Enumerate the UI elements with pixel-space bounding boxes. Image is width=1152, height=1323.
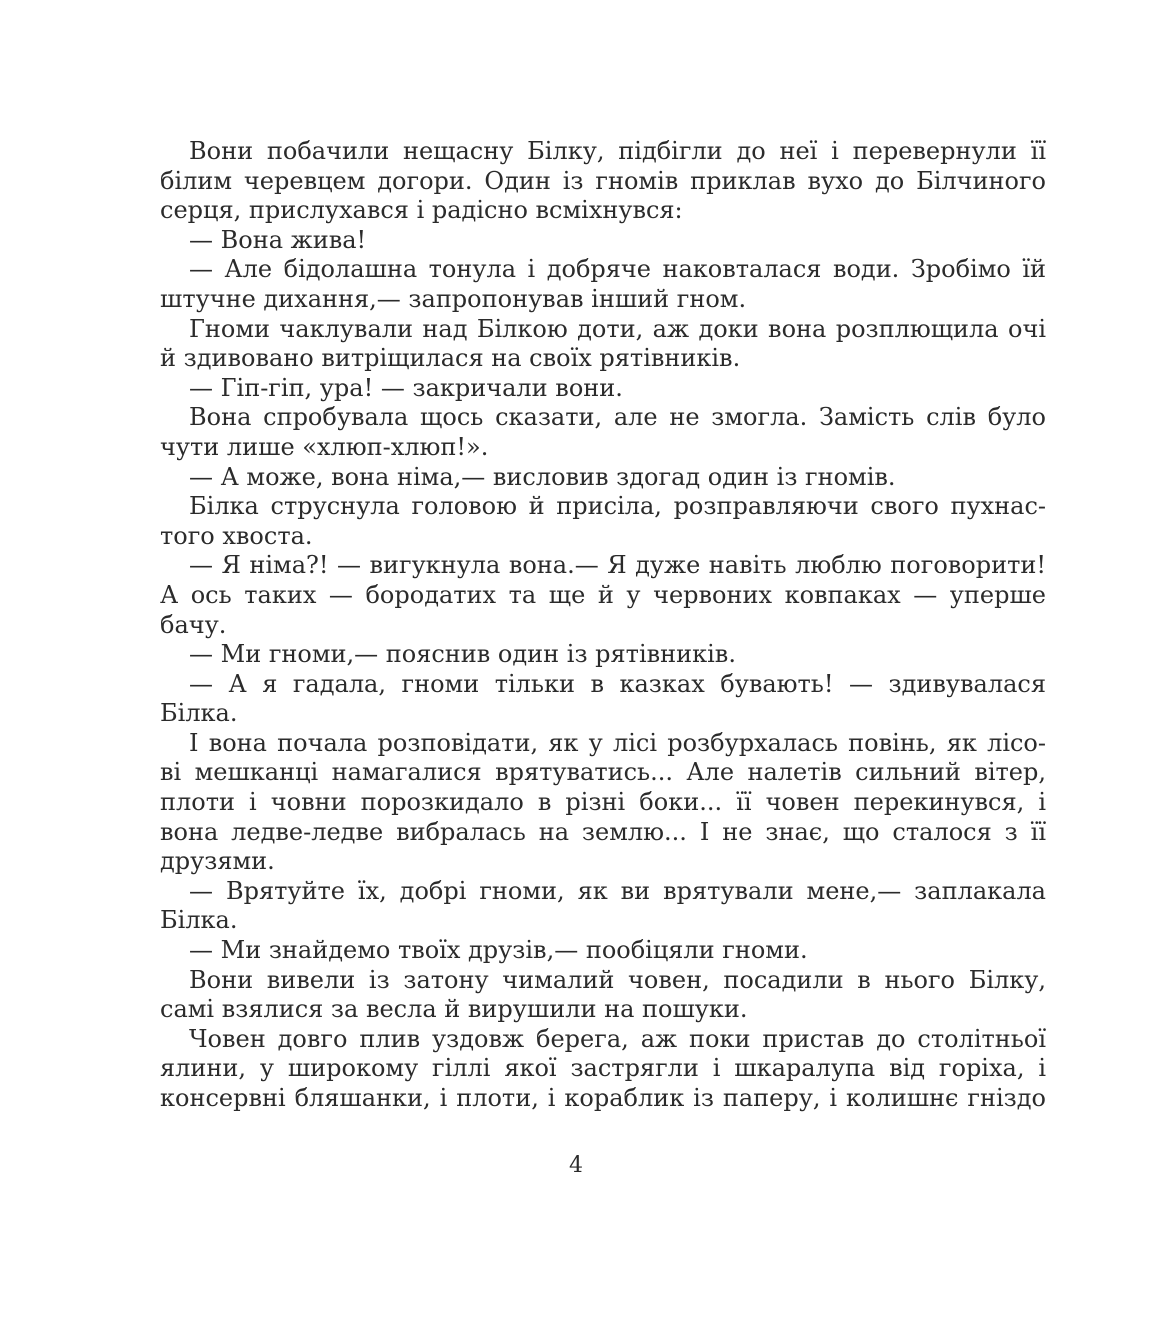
- text-line: Білка.: [160, 699, 238, 728]
- paragraph: [160, 315, 1046, 374]
- text-line: Вони вивели із затону чималий човен, посадили в нього Білку,: [189, 965, 1046, 994]
- paragraph: [160, 463, 1046, 493]
- paragraph: [160, 492, 1046, 551]
- text-line: — Ми знайдемо твоїх друзів,— пообіцяли гноми.: [189, 936, 808, 965]
- text-line: ві мешканці намагалися врятуватись... Але налетів сильний вітер,: [160, 758, 1046, 787]
- paragraph: [160, 137, 1046, 226]
- text-line: самі взялися за весла й вирушили на пошуки.: [160, 995, 748, 1024]
- paragraph: [160, 374, 1046, 404]
- text-line: І вона почала розповідати, як у лісі розбурхалась повінь, як лісо-: [189, 728, 1046, 757]
- paragraph: [160, 403, 1046, 462]
- text-line: — Вона жива!: [189, 225, 367, 254]
- text-line: плоти і човни порозкидало в різні боки... її човен перекинувся, і: [160, 788, 1046, 817]
- text-line: — Гіп-гіп, ура! — закричали вони.: [189, 373, 623, 402]
- paragraph: [160, 1025, 1046, 1114]
- paragraph: [160, 640, 1046, 670]
- paragraph: [160, 877, 1046, 936]
- text-line: — Я німа?! — вигукнула вона.— Я дуже навіть люблю поговорити!: [189, 551, 1046, 580]
- paragraph: [160, 936, 1046, 966]
- text-line: друзями.: [160, 847, 275, 876]
- text-line: серця, прислухався і радісно всміхнувся:: [160, 196, 683, 225]
- text-line: штучне дихання,— запропонував інший гном.: [160, 284, 747, 313]
- text-line: вона ледве-ледве вибралась на землю... І не знає, що сталося з її: [160, 817, 1046, 846]
- text-line: А ось таких — бородатих та ще й у червоних ковпаках — уперше: [160, 580, 1046, 609]
- text-line: Білка струснула головою й присіла, розправляючи свого пухнас-: [189, 492, 1046, 521]
- text-line: — Ми гноми,— пояснив один із рятівників.: [189, 640, 736, 669]
- paragraph: [160, 670, 1046, 729]
- text-line: білим черевцем догори. Один із гномів приклав вухо до Білчиного: [160, 166, 1046, 195]
- text-line: й здивовано витріщилася на своїх рятівників.: [160, 344, 741, 373]
- text-line: бачу.: [160, 610, 227, 639]
- text-line: Човен довго плив уздовж берега, аж поки пристав до столітньої: [189, 1024, 1046, 1053]
- text-line: Вона спробувала щось сказати, але не змогла. Замість слів було: [189, 403, 1046, 432]
- text-line: Вони побачили нещасну Білку, підбігли до неї і перевернули її: [189, 137, 1046, 165]
- text-line: — А я гадала, гноми тільки в казках бувають! — здивувалася: [189, 669, 1046, 698]
- text-line: — Врятуйте їх, добрі гноми, як ви врятували мене,— заплакала: [189, 876, 1046, 905]
- text-line: — Але бідолашна тонула і добряче наковталася води. Зробімо їй: [189, 255, 1046, 284]
- paragraph: [160, 966, 1046, 1025]
- text-line: Гноми чаклували над Білкою доти, аж доки вона розплющила очі: [189, 314, 1046, 343]
- text-line: Білка.: [160, 906, 238, 935]
- text-line: ялини, у широкому гіллі якої застрягли і шкаралупа від горіха, і: [160, 1054, 1046, 1083]
- text-body: [160, 137, 1046, 1114]
- page-number: 4: [569, 1153, 583, 1178]
- paragraph: [160, 551, 1046, 640]
- text-line: консервні бляшанки, і плоти, і кораблик із паперу, і колишнє гніздо: [160, 1084, 1046, 1112]
- text-line: — А може, вона німа,— висловив здогад один із гномів.: [189, 462, 896, 491]
- paragraph: [160, 729, 1046, 877]
- text-line: чути лише «хлюп-хлюп!».: [160, 432, 489, 461]
- paragraph: [160, 226, 1046, 256]
- paragraph: [160, 255, 1046, 314]
- text-line: того хвоста.: [160, 521, 313, 550]
